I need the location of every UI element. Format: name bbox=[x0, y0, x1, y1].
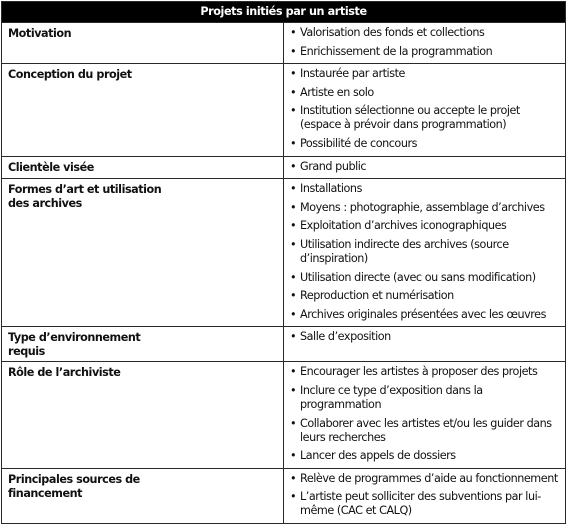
row-label-line: Rôle de l’archiviste bbox=[8, 366, 121, 380]
list-item-text: • Enrichissement de la programmation bbox=[300, 44, 493, 58]
list-item bbox=[290, 289, 561, 303]
row-label-line: financement bbox=[8, 486, 83, 500]
list-item-text: • L’artiste peut solliciter des subventions par lui-même (CAC et CALQ) bbox=[300, 490, 541, 518]
bullet-list bbox=[290, 67, 561, 151]
list-item bbox=[290, 67, 561, 81]
list-item bbox=[290, 160, 561, 174]
list-item bbox=[290, 365, 561, 379]
list-item bbox=[290, 449, 561, 463]
bullet-list bbox=[290, 182, 561, 322]
row-label bbox=[2, 468, 284, 523]
table-title: Projets initiés par un artiste bbox=[2, 2, 566, 23]
row-items-cell bbox=[284, 327, 566, 362]
list-item-text: • Utilisation directe (avec ou sans modification) bbox=[300, 270, 536, 284]
row-items-cell bbox=[284, 64, 566, 156]
row-label bbox=[2, 64, 284, 156]
row-label-line: des archives bbox=[8, 197, 82, 211]
list-item-text: • Collaborer avec les artistes et/ou les guider dans leurs recherches bbox=[300, 416, 552, 444]
list-item bbox=[290, 384, 561, 412]
bullet-list bbox=[290, 160, 561, 174]
list-item bbox=[290, 219, 561, 233]
row-label bbox=[2, 362, 284, 468]
projects-table bbox=[1, 1, 566, 524]
table-row bbox=[2, 64, 566, 156]
list-item bbox=[290, 201, 561, 215]
row-label-line: Motivation bbox=[8, 27, 72, 40]
list-item-text: • Lancer des appels de dossiers bbox=[300, 449, 456, 463]
row-items-cell bbox=[284, 468, 566, 523]
list-item-text: • Installations bbox=[300, 182, 362, 196]
list-item-text: • Valorisation des fonds et collections bbox=[300, 26, 485, 39]
bullet-list bbox=[290, 330, 561, 344]
list-item bbox=[290, 182, 561, 196]
list-item-text: • Inclure ce type d’exposition dans la programmation bbox=[300, 383, 483, 411]
list-item-text: • Salle d’exposition bbox=[300, 330, 391, 344]
table-row bbox=[2, 156, 566, 179]
table-row bbox=[2, 468, 566, 523]
list-item bbox=[290, 45, 561, 59]
list-item bbox=[290, 490, 561, 518]
row-items-cell bbox=[284, 362, 566, 468]
list-item bbox=[290, 330, 561, 344]
list-item-text: • Institution sélectionne ou accepte le projet bbox=[300, 104, 520, 118]
list-item bbox=[290, 417, 561, 445]
bullet-list bbox=[290, 365, 561, 463]
table-row bbox=[2, 179, 566, 327]
row-items-cell bbox=[284, 23, 566, 64]
table-header-row bbox=[2, 2, 566, 23]
list-item bbox=[290, 26, 561, 40]
table-body bbox=[2, 23, 566, 524]
list-item bbox=[290, 308, 561, 322]
row-label bbox=[2, 327, 284, 362]
row-label bbox=[2, 179, 284, 327]
row-items-cell bbox=[284, 156, 566, 179]
list-item-text: • Artiste en solo bbox=[300, 85, 374, 99]
list-item bbox=[290, 104, 561, 132]
list-item-text: • Possibilité de concours bbox=[300, 136, 418, 150]
table-row bbox=[2, 362, 566, 468]
list-item-text: • Archives originales présentées avec les œuvres bbox=[300, 307, 546, 321]
list-item-text: • Instaurée par artiste bbox=[300, 67, 405, 81]
list-item-text: • Moyens : photographie, assemblage d’archives bbox=[300, 200, 545, 214]
table-row bbox=[2, 327, 566, 362]
table-row bbox=[2, 23, 566, 64]
row-label-line: requis bbox=[8, 345, 45, 359]
list-item-text: • Utilisation indirecte des archives (source d’inspiration) bbox=[300, 237, 509, 265]
row-label-line: Type d’environnement bbox=[8, 331, 141, 345]
list-item bbox=[290, 86, 561, 100]
list-item-text: • Grand public bbox=[300, 159, 367, 173]
list-item-text: • Reproduction et numérisation bbox=[300, 289, 454, 303]
list-item bbox=[290, 238, 561, 266]
bullet-list bbox=[290, 472, 561, 519]
list-item-text: • Exploitation d’archives iconographiques bbox=[300, 219, 507, 233]
row-label-line: Formes d’art et utilisation bbox=[8, 183, 162, 197]
row-label bbox=[2, 156, 284, 179]
row-items-cell bbox=[284, 179, 566, 327]
list-item-text: • Encourager les artistes à proposer des projets bbox=[300, 365, 538, 379]
document-page bbox=[1, 1, 566, 518]
row-label-line: Principales sources de bbox=[8, 472, 140, 486]
list-item bbox=[290, 271, 561, 285]
row-label bbox=[2, 23, 284, 64]
list-item-text: (espace à prévoir dans programmation) bbox=[300, 118, 507, 132]
bullet-list bbox=[290, 26, 561, 59]
row-label-line: Conception du projet bbox=[8, 68, 132, 82]
row-label-line: Clientèle visée bbox=[8, 160, 94, 174]
list-item-text: • Relève de programmes d’aide au fonctionnement bbox=[300, 471, 558, 485]
list-item bbox=[290, 137, 561, 151]
